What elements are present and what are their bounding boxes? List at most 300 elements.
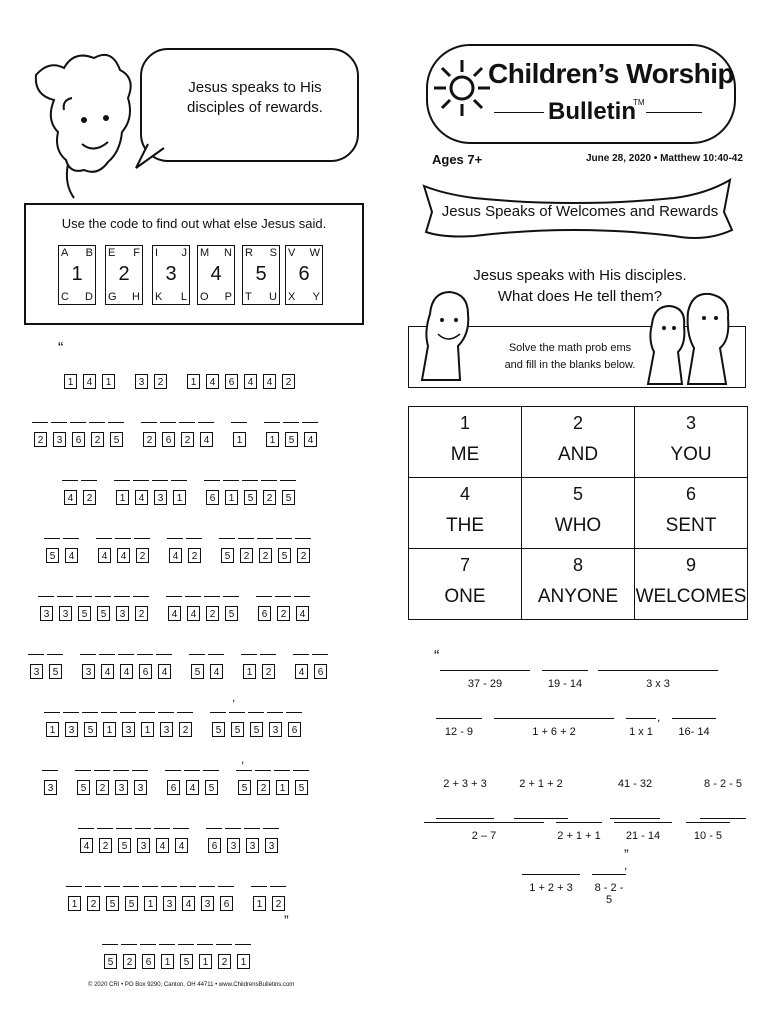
speech-bubble-tail [134, 142, 174, 172]
word-text: ANYONE [537, 586, 619, 607]
puzzle-blank[interactable] [235, 944, 251, 945]
code-cell-br: L [180, 291, 187, 303]
puzzle-blank[interactable] [115, 538, 131, 539]
math-answer-blank[interactable] [436, 818, 494, 819]
puzzle-number-box: 2 [179, 722, 192, 737]
puzzle-number-box: 1 [233, 432, 246, 447]
logo-title: Children’s Worship [488, 58, 735, 89]
puzzle-blank[interactable] [160, 422, 176, 423]
puzzle-number-box: 3 [53, 432, 66, 447]
puzzle-blank[interactable] [197, 944, 213, 945]
math-comma-2: , [624, 858, 628, 872]
puzzle-blank[interactable] [99, 654, 115, 655]
puzzle-number-box: 2 [91, 432, 104, 447]
puzzle-number-box: 3 [227, 838, 240, 853]
code-cell-4 [197, 245, 235, 305]
code-cell-5 [242, 245, 280, 305]
math-answer-blank[interactable] [436, 718, 482, 719]
code-cell-num: 3 [165, 263, 177, 285]
code-cell-2 [105, 245, 143, 305]
puzzle-blank[interactable] [89, 422, 105, 423]
puzzle-number-box: 5 [221, 548, 234, 563]
code-cell-tl: E [108, 247, 116, 259]
puzzle-blank[interactable] [206, 828, 222, 829]
math-problem-label: 10 - 5 [693, 830, 723, 842]
puzzle-number-box: 3 [134, 780, 147, 795]
puzzle-blank[interactable] [236, 770, 252, 771]
code-cell-br: P [224, 291, 232, 303]
word-cell-5 [522, 478, 635, 549]
puzzle-blank[interactable] [113, 770, 129, 771]
puzzle-number-box: 3 [115, 780, 128, 795]
puzzle-blank[interactable] [263, 828, 279, 829]
puzzle-blank[interactable] [78, 828, 94, 829]
puzzle-blank[interactable] [241, 654, 257, 655]
puzzle-number-box: 3 [65, 722, 78, 737]
puzzle-blank[interactable] [244, 828, 260, 829]
code-instruction: Use the code to find out what else Jesus said. [61, 216, 327, 231]
puzzle-blank[interactable] [134, 538, 150, 539]
math-answer-blank[interactable] [686, 822, 730, 823]
puzzle-blank[interactable] [62, 480, 78, 481]
word-text: WHO [554, 515, 602, 536]
puzzle-blank[interactable] [133, 596, 149, 597]
code-cell-br: Y [312, 291, 320, 303]
puzzle-blank[interactable] [178, 944, 194, 945]
code-cell-6 [285, 245, 323, 305]
lamb-illustration [24, 40, 144, 200]
word-cell-3 [635, 407, 748, 478]
math-problem-label: 1 + 6 + 2 [532, 726, 576, 738]
puzzle-blank[interactable] [293, 654, 309, 655]
word-number: 6 [685, 484, 696, 504]
puzzle-blank[interactable] [223, 596, 239, 597]
puzzle-blank[interactable] [208, 654, 224, 655]
code-cell-tr: N [224, 247, 232, 259]
puzzle-blank[interactable] [44, 712, 60, 713]
puzzle-blank[interactable] [75, 770, 91, 771]
banner-title: Jesus Speaks of Welcomes and Rewards [441, 203, 719, 220]
puzzle-number-box: 2 [277, 606, 290, 621]
math-open-quote: “ [434, 648, 440, 665]
puzzle-number-box: 2 [181, 432, 194, 447]
puzzle-number-box: 5 [180, 954, 193, 969]
puzzle-number-box: 1 [68, 896, 81, 911]
math-answer-blank[interactable] [626, 718, 656, 719]
puzzle-blank[interactable] [135, 828, 151, 829]
puzzle-number-box: 4 [120, 664, 133, 679]
puzzle-number-box: 6 [72, 432, 85, 447]
puzzle-blank[interactable] [223, 480, 239, 481]
puzzle-number-box: 5 [231, 722, 244, 737]
puzzle-blank[interactable] [95, 596, 111, 597]
puzzle-blank[interactable] [267, 712, 283, 713]
puzzle-blank[interactable] [199, 886, 215, 887]
puzzle-blank[interactable] [66, 886, 82, 887]
puzzle-number-box: 2 [123, 954, 136, 969]
puzzle-number-box: 1 [237, 954, 250, 969]
puzzle-blank[interactable] [32, 422, 48, 423]
puzzle-number-box: 1 [103, 722, 116, 737]
code-cell-tl: R [245, 247, 253, 259]
puzzle-number-box: 3 [265, 838, 278, 853]
puzzle-blank[interactable] [140, 944, 156, 945]
puzzle-number-box: 5 [212, 722, 225, 737]
puzzle-number-box: 4 [206, 374, 219, 389]
puzzle-number-box: 2 [154, 374, 167, 389]
puzzle-number-box: 4 [200, 432, 213, 447]
puzzle-blank[interactable] [42, 770, 58, 771]
puzzle-blank[interactable] [121, 944, 137, 945]
puzzle-blank[interactable] [171, 480, 187, 481]
puzzle-blank[interactable] [203, 770, 219, 771]
puzzle-blank[interactable] [28, 654, 44, 655]
puzzle-number-box: 5 [205, 780, 218, 795]
word-cell-2 [522, 407, 635, 478]
math-close-quote: ” [624, 846, 629, 862]
puzzle-number-box: 4 [156, 838, 169, 853]
puzzle-blank[interactable] [186, 538, 202, 539]
puzzle-blank[interactable] [312, 654, 328, 655]
code-cell-tl: V [288, 247, 296, 259]
puzzle-blank[interactable] [81, 480, 97, 481]
puzzle-blank[interactable] [283, 422, 299, 423]
puzzle-blank[interactable] [280, 480, 296, 481]
puzzle-blank[interactable] [286, 712, 302, 713]
math-answer-blank[interactable] [440, 670, 530, 671]
puzzle-blank[interactable] [161, 886, 177, 887]
puzzle-blank[interactable] [118, 654, 134, 655]
puzzle-blank[interactable] [159, 944, 175, 945]
math-answer-blank[interactable] [424, 822, 544, 823]
code-cell-num: 1 [71, 263, 83, 285]
puzzle-number-box: 1 [253, 896, 266, 911]
word-text: ONE [444, 586, 486, 607]
math-problem-label: 2 + 1 + 1 [557, 830, 601, 842]
puzzle-blank[interactable] [255, 770, 271, 771]
puzzle-blank[interactable] [38, 596, 54, 597]
puzzle-blank[interactable] [204, 480, 220, 481]
puzzle-number-box: 2 [257, 780, 270, 795]
code-cell-num: 5 [255, 263, 267, 285]
puzzle-blank[interactable] [63, 712, 79, 713]
puzzle-blank[interactable] [104, 886, 120, 887]
puzzle-blank[interactable] [156, 654, 172, 655]
puzzle-number-box: 2 [188, 548, 201, 563]
math-answer-blank[interactable] [700, 818, 746, 819]
puzzle-blank[interactable] [198, 422, 214, 423]
puzzle-blank[interactable] [108, 422, 124, 423]
math-problem-label: 2 – 7 [471, 830, 497, 842]
puzzle-blank[interactable] [260, 654, 276, 655]
puzzle-number-box: 2 [240, 548, 253, 563]
table-row [409, 549, 748, 620]
puzzle-blank[interactable] [114, 480, 130, 481]
puzzle-blank[interactable] [85, 886, 101, 887]
puzzle-blank[interactable] [82, 712, 98, 713]
word-number: 1 [459, 413, 470, 433]
puzzle-number-box: 6 [314, 664, 327, 679]
puzzle-number-box: 4 [263, 374, 276, 389]
footer-copyright: © 2020 CRI • PO Box 9290, Canton, OH 44711 • www.ChildrensBulletins.com [88, 982, 295, 988]
code-cell-bl: C [61, 291, 69, 303]
puzzle-blank[interactable] [152, 480, 168, 481]
puzzle-number-box: 4 [135, 490, 148, 505]
math-problem-label: 21 - 14 [625, 830, 661, 842]
puzzle-number-box: 2 [297, 548, 310, 563]
puzzle-blank[interactable] [166, 596, 182, 597]
code-cell-num: 2 [118, 263, 130, 285]
puzzle-blank[interactable] [229, 712, 245, 713]
puzzle-blank[interactable] [154, 828, 170, 829]
puzzle-close-quote: ” [284, 912, 289, 928]
puzzle-number-box: 6 [225, 374, 238, 389]
puzzle-number-box: 5 [295, 780, 308, 795]
puzzle-number-box: 1 [276, 780, 289, 795]
code-cell-tl: I [155, 247, 159, 259]
puzzle-number-box: 3 [82, 664, 95, 679]
math-answer-blank[interactable] [592, 874, 626, 875]
puzzle-blank[interactable] [63, 538, 79, 539]
puzzle-number-box: 2 [83, 490, 96, 505]
puzzle-number-box: 6 [220, 896, 233, 911]
math-problem-label: 8 - 2 - 5 [704, 778, 742, 790]
puzzle-blank[interactable] [204, 596, 220, 597]
question-text: Jesus speaks with His disciples. What does He tell them? [473, 267, 687, 305]
puzzle-number-box: 4 [168, 606, 181, 621]
code-cell-num: 6 [298, 263, 310, 285]
puzzle-blank[interactable] [225, 828, 241, 829]
puzzle-number-box: 5 [278, 548, 291, 563]
puzzle-blank[interactable] [257, 538, 273, 539]
word-text: WELCOMES [635, 586, 747, 607]
puzzle-blank[interactable] [142, 886, 158, 887]
puzzle-blank[interactable] [256, 596, 272, 597]
puzzle-blank[interactable] [210, 712, 226, 713]
puzzle-number-box: 3 [59, 606, 72, 621]
puzzle-number-box: 1 [173, 490, 186, 505]
puzzle-blank[interactable] [158, 712, 174, 713]
number-word-table [408, 406, 748, 620]
puzzle-blank[interactable] [293, 770, 309, 771]
math-answer-blank[interactable] [614, 822, 672, 823]
math-answer-blank[interactable] [494, 718, 614, 719]
puzzle-blank[interactable] [295, 538, 311, 539]
puzzle-blank[interactable] [219, 538, 235, 539]
puzzle-blank[interactable] [242, 480, 258, 481]
puzzle-number-box: 1 [161, 954, 174, 969]
puzzle-number-box: 4 [244, 374, 257, 389]
puzzle-blank[interactable] [184, 770, 200, 771]
puzzle-number-box: 5 [49, 664, 62, 679]
code-cell-tr: B [85, 247, 93, 259]
code-cell-bl: X [288, 291, 296, 303]
puzzle-number-box: 5 [282, 490, 295, 505]
puzzle-number-box: 6 [208, 838, 221, 853]
puzzle-number-box: 2 [96, 780, 109, 795]
puzzle-blank[interactable] [302, 422, 318, 423]
puzzle-number-box: 1 [225, 490, 238, 505]
code-cell-br: U [269, 291, 277, 303]
puzzle-blank[interactable] [51, 422, 67, 423]
puzzle-number-box: 6 [167, 780, 180, 795]
word-text: ME [450, 444, 480, 465]
puzzle-blank[interactable] [70, 422, 86, 423]
puzzle-number-box: 4 [101, 664, 114, 679]
math-answer-blank[interactable] [556, 822, 602, 823]
puzzle-blank[interactable] [216, 944, 232, 945]
word-number: 3 [685, 413, 696, 433]
puzzle-blank[interactable] [47, 654, 63, 655]
code-cell-bl: O [200, 291, 209, 303]
code-cell-3 [152, 245, 190, 305]
puzzle-blank[interactable] [123, 886, 139, 887]
puzzle-number-box: 2 [87, 896, 100, 911]
puzzle-blank[interactable] [80, 654, 96, 655]
word-number: 7 [459, 555, 470, 575]
puzzle-number-box: 2 [206, 606, 219, 621]
puzzle-blank[interactable] [101, 712, 117, 713]
puzzle-number-box: 4 [296, 606, 309, 621]
math-answer-blank[interactable] [672, 718, 716, 719]
puzzle-blank[interactable] [248, 712, 264, 713]
puzzle-blank[interactable] [141, 422, 157, 423]
puzzle-number-box: 4 [186, 780, 199, 795]
puzzle-blank[interactable] [173, 828, 189, 829]
math-problem-label: 37 - 29 [467, 678, 503, 690]
puzzle-blank[interactable] [96, 538, 112, 539]
puzzle-number-box: 3 [135, 374, 148, 389]
puzzle-blank[interactable] [94, 770, 110, 771]
puzzle-number-box: 2 [282, 374, 295, 389]
puzzle-comma: , [232, 690, 236, 704]
word-cell-7 [409, 549, 522, 620]
puzzle-number-box: 2 [136, 548, 149, 563]
puzzle-number-box: 2 [218, 954, 231, 969]
word-cell-1 [409, 407, 522, 478]
puzzle-blank[interactable] [177, 712, 193, 713]
puzzle-number-box: 2 [34, 432, 47, 447]
puzzle-number-box: 1 [266, 432, 279, 447]
puzzle-blank[interactable] [180, 886, 196, 887]
puzzle-blank[interactable] [185, 596, 201, 597]
math-problem-label: 12 - 9 [444, 726, 474, 738]
puzzle-blank[interactable] [179, 422, 195, 423]
puzzle-number-box: 4 [117, 548, 130, 563]
puzzle-blank[interactable] [167, 538, 183, 539]
puzzle-number-box: 1 [144, 896, 157, 911]
puzzle-number-box: 3 [246, 838, 259, 853]
puzzle-number-box: 4 [65, 548, 78, 563]
word-cell-6 [635, 478, 748, 549]
puzzle-number-box: 5 [125, 896, 138, 911]
math-answer-blank[interactable] [598, 670, 718, 671]
code-cell-1 [58, 245, 96, 305]
puzzle-number-box: 6 [206, 490, 219, 505]
puzzle-blank[interactable] [276, 538, 292, 539]
puzzle-number-box: 6 [139, 664, 152, 679]
puzzle-number-box: 3 [201, 896, 214, 911]
puzzle-blank[interactable] [294, 596, 310, 597]
puzzle-number-box: 5 [106, 896, 119, 911]
puzzle-number-box: 3 [163, 896, 176, 911]
puzzle-blank[interactable] [274, 770, 290, 771]
puzzle-number-box: 4 [80, 838, 93, 853]
puzzle-blank[interactable] [238, 538, 254, 539]
math-problem-label: 2 + 3 + 3 [443, 778, 487, 790]
puzzle-number-box: 4 [158, 664, 171, 679]
puzzle-number-box: 3 [44, 780, 57, 795]
puzzle-blank[interactable] [102, 944, 118, 945]
puzzle-number-box: 1 [116, 490, 129, 505]
puzzle-number-box: 5 [285, 432, 298, 447]
puzzle-blank[interactable] [137, 654, 153, 655]
puzzle-blank[interactable] [275, 596, 291, 597]
word-number: 8 [572, 555, 583, 575]
puzzle-blank[interactable] [114, 596, 130, 597]
sun-icon [432, 58, 492, 118]
puzzle-number-box: 4 [182, 896, 195, 911]
puzzle-open-quote: “ [58, 340, 64, 357]
puzzle-number-box: 5 [104, 954, 117, 969]
puzzle-blank[interactable] [251, 886, 267, 887]
puzzle-blank[interactable] [261, 480, 277, 481]
puzzle-number-box: 6 [162, 432, 175, 447]
math-answer-blank[interactable] [522, 874, 580, 875]
word-text: AND [557, 444, 599, 465]
code-cell-num: 4 [210, 263, 222, 285]
puzzle-blank[interactable] [189, 654, 205, 655]
math-answer-blank[interactable] [610, 818, 660, 819]
puzzle-number-box: 2 [259, 548, 272, 563]
puzzle-blank[interactable] [218, 886, 234, 887]
puzzle-blank[interactable] [133, 480, 149, 481]
math-answer-blank[interactable] [514, 818, 568, 819]
puzzle-number-box: 1 [141, 722, 154, 737]
puzzle-blank[interactable] [264, 422, 280, 423]
puzzle-blank[interactable] [120, 712, 136, 713]
code-cell-tr: W [309, 247, 320, 259]
word-number: 9 [685, 555, 696, 575]
code-cell-tl: A [61, 247, 69, 259]
puzzle-number-box: 5 [118, 838, 131, 853]
puzzle-number-box: 5 [250, 722, 263, 737]
puzzle-blank[interactable] [132, 770, 148, 771]
puzzle-blank[interactable] [97, 828, 113, 829]
puzzle-blank[interactable] [76, 596, 92, 597]
math-answer-blank[interactable] [542, 670, 588, 671]
logo-subtitle: Bulletin [548, 98, 636, 125]
puzzle-blank[interactable] [44, 538, 60, 539]
puzzle-number-box: 3 [269, 722, 282, 737]
puzzle-number-box: 1 [64, 374, 77, 389]
puzzle-number-box: 5 [97, 606, 110, 621]
puzzle-blank[interactable] [139, 712, 155, 713]
puzzle-number-box: 2 [263, 490, 276, 505]
puzzle-blank[interactable] [270, 886, 286, 887]
puzzle-blank[interactable] [116, 828, 132, 829]
puzzle-number-box: 4 [98, 548, 111, 563]
puzzle-number-box: 6 [288, 722, 301, 737]
puzzle-number-box: 3 [154, 490, 167, 505]
puzzle-comma-2: , [241, 752, 245, 766]
puzzle-blank[interactable] [165, 770, 181, 771]
puzzle-number-box: 5 [110, 432, 123, 447]
puzzle-blank[interactable] [231, 422, 247, 423]
logo-trademark: TM [633, 98, 645, 107]
puzzle-blank[interactable] [57, 596, 73, 597]
puzzle-number-box: 5 [238, 780, 251, 795]
